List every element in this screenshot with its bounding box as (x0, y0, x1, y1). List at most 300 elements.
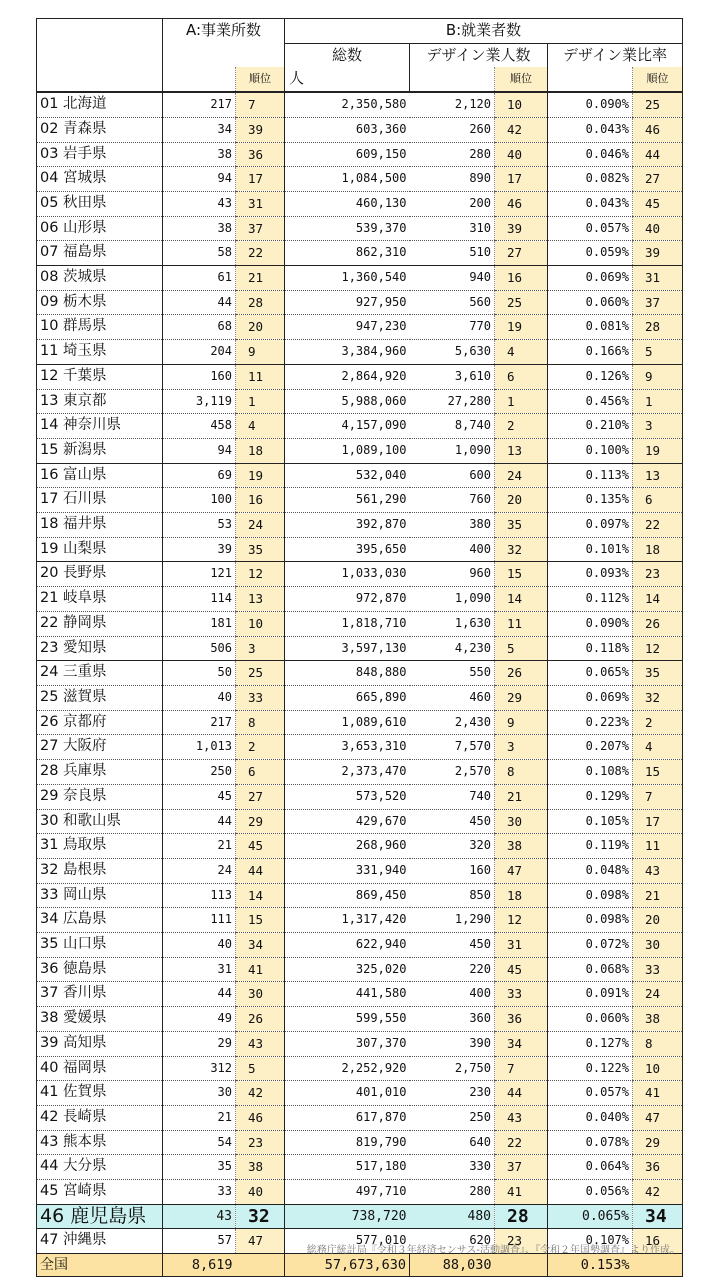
design-ratio: 0.059% (548, 241, 633, 266)
design-workers-rank: 43 (495, 1105, 548, 1130)
design-workers: 310 (410, 216, 495, 241)
prefecture-name: 03 岩手県 (37, 142, 163, 167)
design-ratio-rank: 34 (633, 1204, 683, 1229)
design-workers-rank: 23 (495, 1229, 548, 1254)
design-workers: 7,570 (410, 735, 495, 760)
design-workers-rank: 40 (495, 142, 548, 167)
header-unit-label: 人 (285, 67, 410, 92)
design-ratio-rank: 33 (633, 957, 683, 982)
design-workers-rank: 7 (495, 1056, 548, 1081)
total-a: 8,619 (163, 1254, 236, 1277)
employed-total: 927,950 (285, 290, 410, 315)
employed-total: 2,252,920 (285, 1056, 410, 1081)
design-workers-rank: 3 (495, 735, 548, 760)
design-ratio-rank: 10 (633, 1056, 683, 1081)
prefecture-name: 08 茨城県 (37, 266, 163, 291)
design-workers-rank: 22 (495, 1130, 548, 1155)
design-ratio-rank: 1 (633, 389, 683, 414)
design-ratio: 0.068% (548, 957, 633, 982)
establishments-count: 43 (163, 1204, 236, 1229)
establishments-count: 40 (163, 685, 236, 710)
prefecture-name: 44 大分県 (37, 1155, 163, 1180)
header-corner (37, 19, 163, 44)
prefecture-name: 27 大阪府 (37, 735, 163, 760)
design-ratio: 0.456% (548, 389, 633, 414)
employed-total: 609,150 (285, 142, 410, 167)
employed-total: 268,960 (285, 834, 410, 859)
design-workers-rank: 35 (495, 513, 548, 538)
establishments-count: 53 (163, 513, 236, 538)
prefecture-name: 09 栃木県 (37, 290, 163, 315)
design-workers-rank: 11 (495, 611, 548, 636)
design-workers-rank: 41 (495, 1180, 548, 1205)
establishments-rank: 47 (236, 1229, 285, 1254)
establishments-count: 94 (163, 438, 236, 463)
employed-total: 497,710 (285, 1180, 410, 1205)
design-workers: 250 (410, 1105, 495, 1130)
employed-total: 738,720 (285, 1204, 410, 1229)
design-ratio-rank: 16 (633, 1229, 683, 1254)
design-workers: 770 (410, 315, 495, 340)
design-workers: 940 (410, 266, 495, 291)
header-a-rank: 順位 (236, 67, 285, 92)
header-ratio-rank: 順位 (633, 67, 683, 92)
employed-total: 1,033,030 (285, 562, 410, 587)
employed-total: 947,230 (285, 315, 410, 340)
design-workers-rank: 20 (495, 488, 548, 513)
design-ratio-rank: 4 (633, 735, 683, 760)
establishments-rank: 21 (236, 266, 285, 291)
establishments-rank: 20 (236, 315, 285, 340)
table-row (37, 685, 683, 710)
establishments-count: 44 (163, 982, 236, 1007)
establishments-rank: 12 (236, 562, 285, 587)
table-row (37, 266, 683, 291)
design-workers-rank: 21 (495, 784, 548, 809)
design-workers-rank: 2 (495, 414, 548, 439)
employed-total: 441,580 (285, 982, 410, 1007)
establishments-rank: 8 (236, 710, 285, 735)
design-ratio-rank: 5 (633, 340, 683, 365)
establishments-count: 54 (163, 1130, 236, 1155)
employed-total: 539,370 (285, 216, 410, 241)
establishments-count: 57 (163, 1229, 236, 1254)
design-workers: 510 (410, 241, 495, 266)
employed-total: 1,089,100 (285, 438, 410, 463)
design-ratio-rank: 13 (633, 463, 683, 488)
employed-total: 392,870 (285, 513, 410, 538)
design-workers-rank: 38 (495, 834, 548, 859)
establishments-count: 29 (163, 1031, 236, 1056)
design-ratio: 0.057% (548, 216, 633, 241)
establishments-rank: 7 (236, 92, 285, 117)
employed-total: 4,157,090 (285, 414, 410, 439)
design-workers-rank: 14 (495, 587, 548, 612)
employed-total: 1,089,610 (285, 710, 410, 735)
design-workers: 230 (410, 1081, 495, 1106)
design-workers: 2,750 (410, 1056, 495, 1081)
prefecture-name: 02 青森県 (37, 117, 163, 142)
design-workers: 27,280 (410, 389, 495, 414)
design-workers-rank: 13 (495, 438, 548, 463)
establishments-count: 100 (163, 488, 236, 513)
design-workers-rank: 30 (495, 809, 548, 834)
establishments-rank: 5 (236, 1056, 285, 1081)
design-ratio-rank: 12 (633, 636, 683, 661)
design-workers: 850 (410, 883, 495, 908)
establishments-count: 312 (163, 1056, 236, 1081)
design-ratio: 0.078% (548, 1130, 633, 1155)
establishments-rank: 33 (236, 685, 285, 710)
employed-total: 2,373,470 (285, 760, 410, 785)
establishments-count: 30 (163, 1081, 236, 1106)
employed-total: 862,310 (285, 241, 410, 266)
establishments-count: 21 (163, 1105, 236, 1130)
employed-total: 1,360,540 (285, 266, 410, 291)
establishments-rank: 17 (236, 167, 285, 192)
design-workers-rank: 31 (495, 933, 548, 958)
design-workers: 450 (410, 809, 495, 834)
table-row (37, 933, 683, 958)
design-workers: 640 (410, 1130, 495, 1155)
design-ratio-rank: 36 (633, 1155, 683, 1180)
design-ratio-rank: 24 (633, 982, 683, 1007)
total-employed: 57,673,630 (285, 1254, 410, 1277)
design-workers: 480 (410, 1204, 495, 1229)
establishments-rank: 34 (236, 933, 285, 958)
employed-total: 325,020 (285, 957, 410, 982)
design-workers-rank: 5 (495, 636, 548, 661)
prefecture-name: 10 群馬県 (37, 315, 163, 340)
prefecture-name: 32 島根県 (37, 858, 163, 883)
design-ratio-rank: 31 (633, 266, 683, 291)
design-ratio: 0.043% (548, 117, 633, 142)
establishments-rank: 45 (236, 834, 285, 859)
design-ratio: 0.126% (548, 364, 633, 389)
establishments-count: 113 (163, 883, 236, 908)
establishments-rank: 11 (236, 364, 285, 389)
establishments-count: 31 (163, 957, 236, 982)
establishments-count: 204 (163, 340, 236, 365)
design-workers-rank: 19 (495, 315, 548, 340)
employed-total: 599,550 (285, 1007, 410, 1032)
design-ratio-rank: 29 (633, 1130, 683, 1155)
employed-total: 577,010 (285, 1229, 410, 1254)
design-ratio: 0.065% (548, 1204, 633, 1229)
establishments-count: 38 (163, 216, 236, 241)
design-workers: 330 (410, 1155, 495, 1180)
design-ratio: 0.107% (548, 1229, 633, 1254)
establishments-count: 250 (163, 760, 236, 785)
header-b-title: B:就業者数 (285, 19, 683, 44)
design-ratio-rank: 23 (633, 562, 683, 587)
employed-total: 460,130 (285, 191, 410, 216)
table-row (37, 414, 683, 439)
design-ratio-rank: 42 (633, 1180, 683, 1205)
employed-total: 1,317,420 (285, 908, 410, 933)
design-ratio-rank: 25 (633, 92, 683, 117)
design-ratio: 0.040% (548, 1105, 633, 1130)
design-ratio: 0.166% (548, 340, 633, 365)
prefecture-name: 30 和歌山県 (37, 809, 163, 834)
design-workers: 3,610 (410, 364, 495, 389)
establishments-rank: 24 (236, 513, 285, 538)
design-workers-rank: 12 (495, 908, 548, 933)
prefecture-name: 04 宮城県 (37, 167, 163, 192)
establishments-rank: 30 (236, 982, 285, 1007)
table-row (37, 858, 683, 883)
establishments-rank: 2 (236, 735, 285, 760)
design-ratio: 0.119% (548, 834, 633, 859)
design-ratio-rank: 9 (633, 364, 683, 389)
establishments-count: 458 (163, 414, 236, 439)
table-row (37, 364, 683, 389)
design-ratio-rank: 35 (633, 661, 683, 686)
design-workers-rank: 17 (495, 167, 548, 192)
design-workers: 4,230 (410, 636, 495, 661)
prefecture-name: 13 東京都 (37, 389, 163, 414)
design-ratio: 0.065% (548, 661, 633, 686)
establishments-rank: 40 (236, 1180, 285, 1205)
table-row (37, 167, 683, 192)
design-workers: 2,570 (410, 760, 495, 785)
establishments-rank: 19 (236, 463, 285, 488)
design-workers: 1,630 (410, 611, 495, 636)
design-ratio-rank: 8 (633, 1031, 683, 1056)
establishments-rank: 26 (236, 1007, 285, 1032)
prefecture-name: 05 秋田県 (37, 191, 163, 216)
table-body (37, 92, 683, 1254)
design-ratio-rank: 21 (633, 883, 683, 908)
table-row (37, 562, 683, 587)
design-ratio: 0.127% (548, 1031, 633, 1056)
design-ratio: 0.122% (548, 1056, 633, 1081)
prefecture-name: 41 佐賀県 (37, 1081, 163, 1106)
design-workers: 460 (410, 685, 495, 710)
establishments-rank: 4 (236, 414, 285, 439)
table-row (37, 1180, 683, 1205)
design-workers-rank: 24 (495, 463, 548, 488)
design-ratio: 0.082% (548, 167, 633, 192)
design-ratio-rank: 22 (633, 513, 683, 538)
prefecture-name: 33 岡山県 (37, 883, 163, 908)
employed-total: 622,940 (285, 933, 410, 958)
design-ratio-rank: 28 (633, 315, 683, 340)
design-workers: 1,290 (410, 908, 495, 933)
table-row (37, 784, 683, 809)
design-workers: 740 (410, 784, 495, 809)
table-row (37, 587, 683, 612)
design-workers-rank: 25 (495, 290, 548, 315)
establishments-rank: 25 (236, 661, 285, 686)
prefecture-name: 31 鳥取県 (37, 834, 163, 859)
design-ratio-rank: 46 (633, 117, 683, 142)
employed-total: 1,818,710 (285, 611, 410, 636)
table-row (37, 513, 683, 538)
design-workers: 360 (410, 1007, 495, 1032)
prefecture-name: 17 石川県 (37, 488, 163, 513)
design-workers: 450 (410, 933, 495, 958)
establishments-count: 3,119 (163, 389, 236, 414)
design-ratio-rank: 39 (633, 241, 683, 266)
establishments-count: 58 (163, 241, 236, 266)
design-workers: 220 (410, 957, 495, 982)
header-row-1 (37, 19, 683, 44)
prefecture-name: 43 熊本県 (37, 1130, 163, 1155)
establishments-rank: 42 (236, 1081, 285, 1106)
establishments-rank: 36 (236, 142, 285, 167)
design-ratio: 0.101% (548, 537, 633, 562)
design-workers-rank: 26 (495, 661, 548, 686)
table-row (37, 1081, 683, 1106)
design-ratio: 0.069% (548, 266, 633, 291)
design-ratio: 0.048% (548, 858, 633, 883)
table-row (37, 611, 683, 636)
header-a-title: A:事業所数 (163, 19, 285, 44)
table-row (37, 241, 683, 266)
establishments-rank: 38 (236, 1155, 285, 1180)
employed-total: 573,520 (285, 784, 410, 809)
design-ratio: 0.069% (548, 685, 633, 710)
table-row (37, 1155, 683, 1180)
design-workers: 890 (410, 167, 495, 192)
header-row-2 (37, 43, 683, 67)
establishments-rank: 3 (236, 636, 285, 661)
prefecture-name: 23 愛知県 (37, 636, 163, 661)
design-workers: 280 (410, 142, 495, 167)
design-workers-rank: 44 (495, 1081, 548, 1106)
design-workers: 320 (410, 834, 495, 859)
prefecture-name: 11 埼玉県 (37, 340, 163, 365)
table-row (37, 1031, 683, 1056)
establishments-count: 50 (163, 661, 236, 686)
design-ratio-rank: 41 (633, 1081, 683, 1106)
establishments-rank: 16 (236, 488, 285, 513)
establishments-count: 1,013 (163, 735, 236, 760)
establishments-count: 35 (163, 1155, 236, 1180)
table-row (37, 1007, 683, 1032)
design-workers-rank: 28 (495, 1204, 548, 1229)
design-ratio: 0.093% (548, 562, 633, 587)
prefecture-name: 46 鹿児島県 (37, 1204, 163, 1229)
establishments-count: 111 (163, 908, 236, 933)
table-row (37, 735, 683, 760)
design-workers-rank: 37 (495, 1155, 548, 1180)
design-ratio-rank: 7 (633, 784, 683, 809)
table-row (37, 908, 683, 933)
employed-total: 532,040 (285, 463, 410, 488)
establishments-count: 114 (163, 587, 236, 612)
employed-total: 819,790 (285, 1130, 410, 1155)
establishments-count: 21 (163, 834, 236, 859)
establishments-count: 39 (163, 537, 236, 562)
design-ratio: 0.043% (548, 191, 633, 216)
table-row (37, 957, 683, 982)
design-workers-rank: 16 (495, 266, 548, 291)
design-ratio-rank: 14 (633, 587, 683, 612)
establishments-count: 68 (163, 315, 236, 340)
establishments-rank: 27 (236, 784, 285, 809)
establishments-count: 49 (163, 1007, 236, 1032)
establishments-rank: 41 (236, 957, 285, 982)
design-workers-rank: 47 (495, 858, 548, 883)
design-ratio: 0.057% (548, 1081, 633, 1106)
establishments-rank: 9 (236, 340, 285, 365)
prefecture-name: 42 長崎県 (37, 1105, 163, 1130)
establishments-rank: 31 (236, 191, 285, 216)
design-workers: 620 (410, 1229, 495, 1254)
design-ratio-rank: 6 (633, 488, 683, 513)
table-row (37, 537, 683, 562)
establishments-rank: 13 (236, 587, 285, 612)
prefecture-name: 34 広島県 (37, 908, 163, 933)
prefecture-name: 38 愛媛県 (37, 1007, 163, 1032)
prefecture-name: 07 福島県 (37, 241, 163, 266)
design-ratio: 0.118% (548, 636, 633, 661)
design-workers: 160 (410, 858, 495, 883)
establishments-rank: 6 (236, 760, 285, 785)
design-workers: 200 (410, 191, 495, 216)
establishments-count: 40 (163, 933, 236, 958)
establishments-rank: 35 (236, 537, 285, 562)
establishments-count: 61 (163, 266, 236, 291)
prefecture-name: 20 長野県 (37, 562, 163, 587)
design-ratio-rank: 27 (633, 167, 683, 192)
design-workers: 1,090 (410, 587, 495, 612)
design-workers-rank: 1 (495, 389, 548, 414)
design-workers-rank: 42 (495, 117, 548, 142)
prefecture-name: 16 富山県 (37, 463, 163, 488)
employed-total: 3,597,130 (285, 636, 410, 661)
employed-total: 2,864,920 (285, 364, 410, 389)
establishments-rank: 1 (236, 389, 285, 414)
table-row (37, 389, 683, 414)
source-note: 総務庁統計局『令和３年経済センサス‐活動調査』、『令和２年国勢調査』より作成。 (306, 1245, 680, 1256)
prefecture-name: 26 京都府 (37, 710, 163, 735)
prefecture-name: 24 三重県 (37, 661, 163, 686)
design-ratio-rank: 38 (633, 1007, 683, 1032)
prefecture-name: 47 沖縄県 (37, 1229, 163, 1254)
prefecture-name: 06 山形県 (37, 216, 163, 241)
design-workers: 5,630 (410, 340, 495, 365)
design-ratio: 0.090% (548, 92, 633, 117)
design-ratio-rank: 45 (633, 191, 683, 216)
design-ratio: 0.098% (548, 908, 633, 933)
prefecture-name: 19 山梨県 (37, 537, 163, 562)
design-ratio-rank: 26 (633, 611, 683, 636)
total-design: 88,030 (410, 1254, 495, 1277)
establishments-rank: 22 (236, 241, 285, 266)
establishments-count: 217 (163, 710, 236, 735)
establishments-count: 160 (163, 364, 236, 389)
header-total-label: 総数 (285, 43, 410, 67)
design-ratio-rank: 17 (633, 809, 683, 834)
design-ratio: 0.105% (548, 809, 633, 834)
establishments-rank: 28 (236, 290, 285, 315)
design-workers-rank: 29 (495, 685, 548, 710)
table-row (37, 142, 683, 167)
header-row-3 (37, 67, 683, 92)
design-ratio-rank: 11 (633, 834, 683, 859)
establishments-count: 69 (163, 463, 236, 488)
design-workers-rank: 34 (495, 1031, 548, 1056)
design-ratio: 0.100% (548, 438, 633, 463)
table-row (37, 315, 683, 340)
establishments-count: 217 (163, 92, 236, 117)
establishments-count: 181 (163, 611, 236, 636)
design-ratio-rank: 3 (633, 414, 683, 439)
design-workers-rank: 9 (495, 710, 548, 735)
